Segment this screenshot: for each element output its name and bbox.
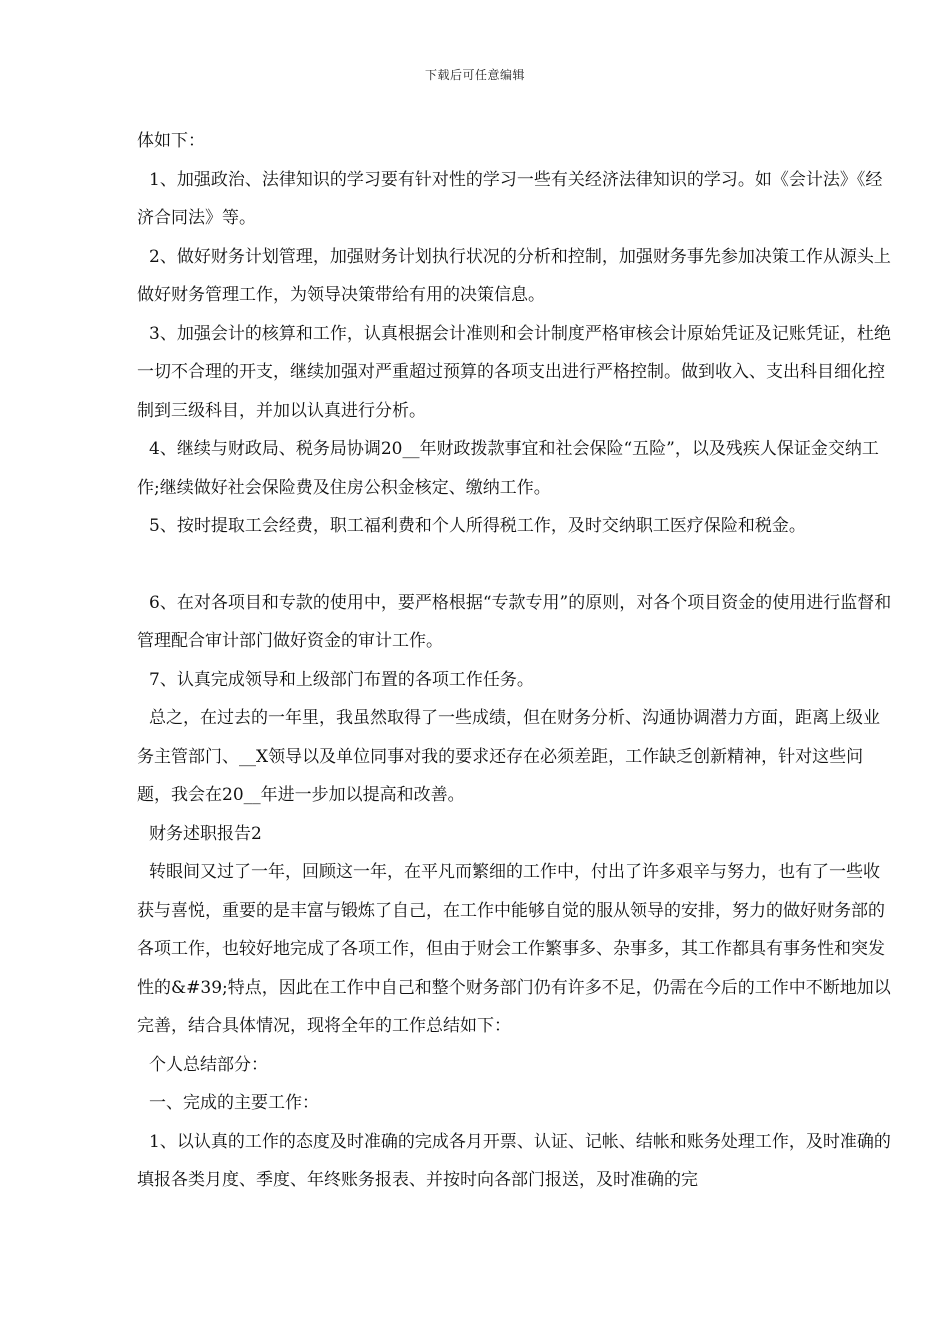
blank-line bbox=[137, 546, 892, 584]
document-body bbox=[137, 122, 892, 1200]
paragraph-item-7: 7、认真完成领导和上级部门布置的各项工作任务。 bbox=[149, 669, 534, 690]
paragraph-report-2-intro: 转眼间又过了一年，回顾这一年，在平凡而繁细的工作中，付出了许多艰辛与努力，也有了一些收获与喜悦，重要的是丰富与锻炼了自己，在工作中能够自觉的服从领导的安排，努力的做好财务部的各项工作，也较好地完成了各项工作，但由于财会工作繁事多、杂事多，其工作都具有事务性和突发性的&#39;特点，因此在工作中自己和整个财务部门仍有许多不足，仍需在今后的工作中不断地加以完善，结合具体情况，现将全年的工作总结如下： bbox=[137, 862, 891, 1036]
paragraph-item-6: 6、在对各项目和专款的使用中，要严格根据“专款专用”的原则，对各个项目资金的使用进行监督和管理配合审计部门做好资金的审计工作。 bbox=[137, 592, 892, 651]
paragraph-main-work-1: 1、以认真的工作的态度及时准确的完成各月开票、认证、记帐、结帐和账务处理工作，及时准确的填报各类月度、季度、年终账务报表、并按时向各部门报送，及时准确的完 bbox=[137, 1131, 891, 1190]
subheading-main-work: 一、完成的主要工作： bbox=[149, 1093, 319, 1113]
paragraph-item-2: 2、做好财务计划管理，加强财务计划执行状况的分析和控制，加强财务事先参加决策工作从源头上做好财务管理工作，为领导决策带给有用的决策信息。 bbox=[137, 246, 891, 305]
paragraph-item-1: 1、加强政治、法律知识的学习要有针对性的学习一些有关经济法律知识的学习。如《会计法》《经济合同法》等。 bbox=[137, 169, 883, 228]
paragraph-item-3: 3、加强会计的核算和工作，认真根据会计准则和会计制度严格审核会计原始凭证及记账凭证，杜绝一切不合理的开支，继续加强对严重超过预算的各项支出进行严格控制。做到收入、支出科目细化控制到三级科目，并加以认真进行分析。 bbox=[137, 323, 891, 421]
page-header: 下载后可任意编辑 bbox=[424, 68, 525, 82]
subheading-personal-summary: 个人总结部分： bbox=[149, 1054, 268, 1075]
paragraph-summary: 总之，在过去的一年里，我虽然取得了一些成绩，但在财务分析、沟通协调潜力方面，距离上级业务主管部门、__X领导以及单位同事对我的要求还存在必须差距，工作缺乏创新精神，针对这些问题，我会在20__年进一步加以提高和改善。 bbox=[137, 708, 880, 805]
section-title-report-2: 财务述职报告2 bbox=[149, 823, 262, 844]
paragraph-intro: 体如下： bbox=[137, 131, 205, 151]
paragraph-item-4: 4、继续与财政局、税务局协调20__年财政拨款事宜和社会保险“五险”，以及残疾人保证金交纳工作;继续做好社会保险费及住房公积金核定、缴纳工作。 bbox=[137, 439, 879, 498]
paragraph-item-5: 5、按时提取工会经费，职工福利费和个人所得税工作，及时交纳职工医疗保险和税金。 bbox=[149, 516, 806, 536]
